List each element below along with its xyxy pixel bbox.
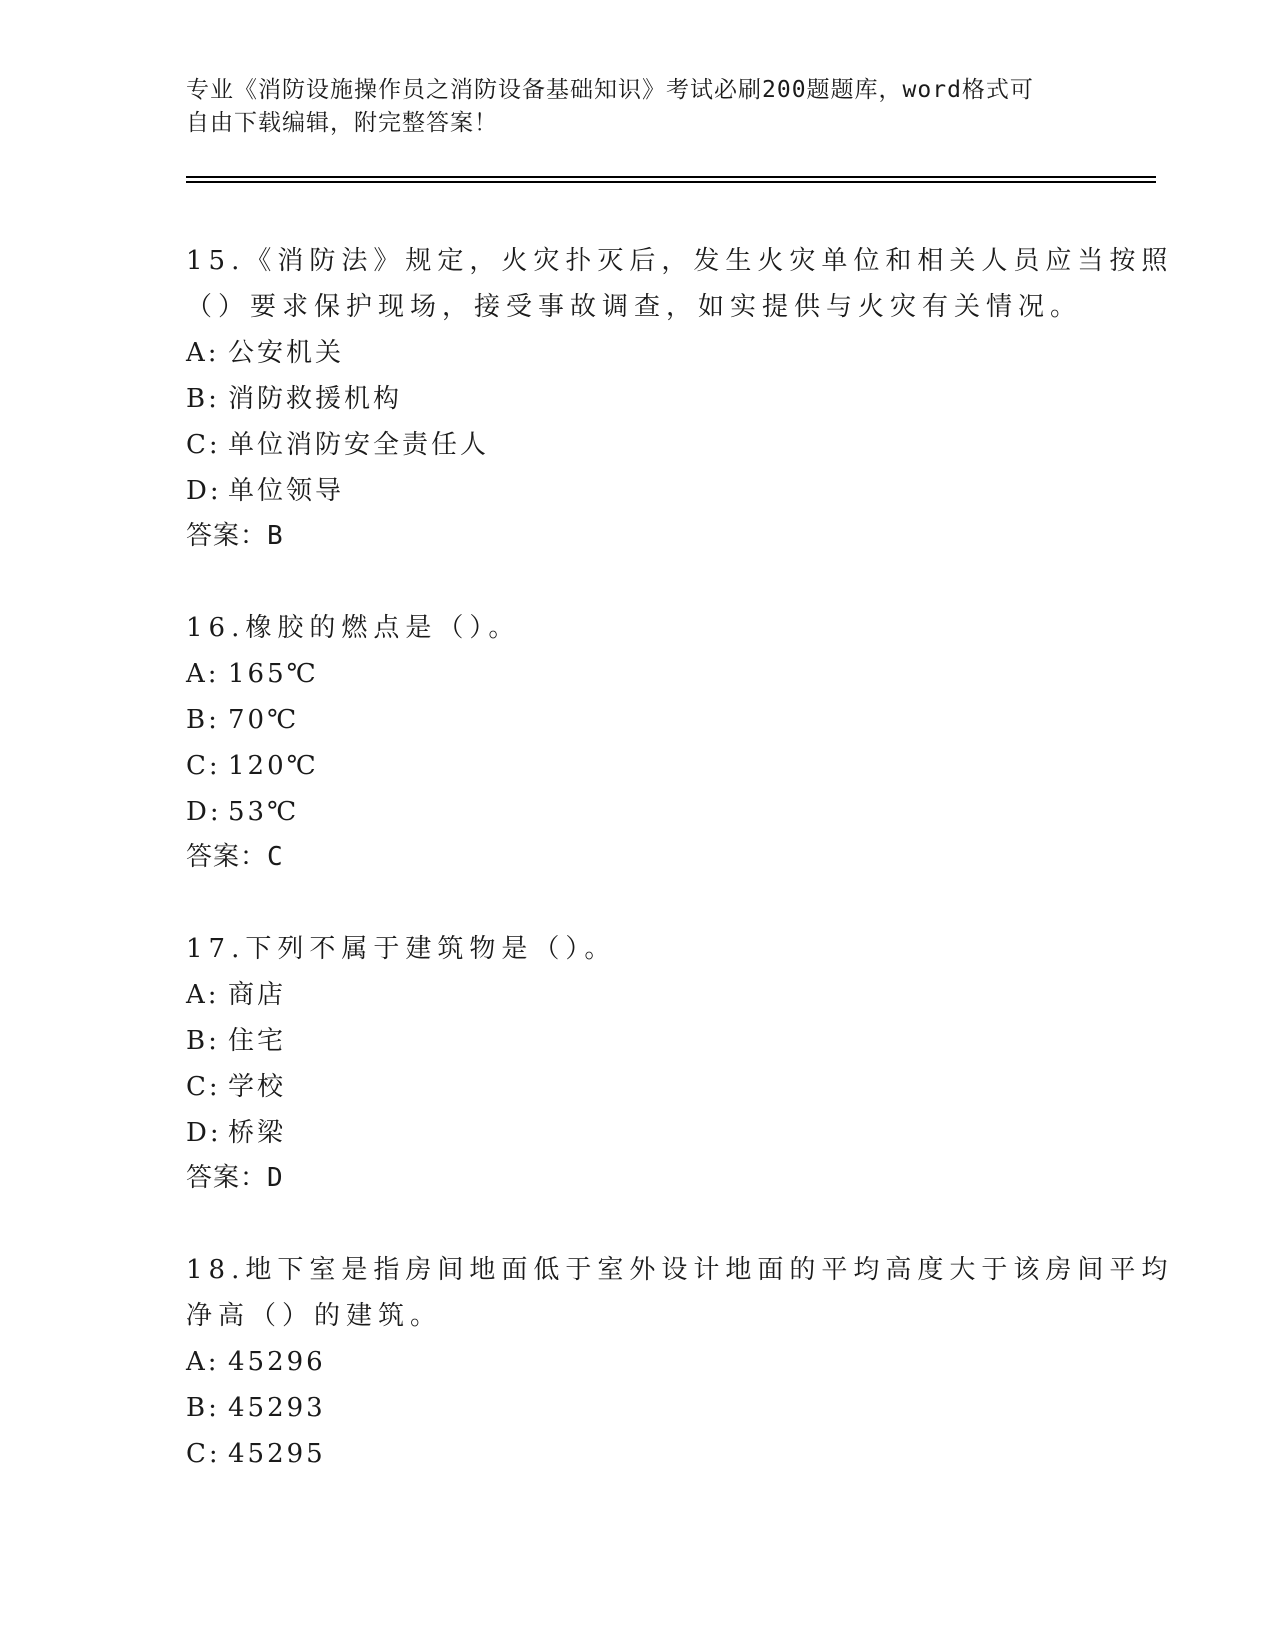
answer-option [186,789,1086,835]
question-stem-line: （）要求保护现场，接受事故调查，如实提供与火灾有关情况。 [186,292,1083,322]
answer-option [186,468,1086,514]
option-label: D: [186,1118,222,1148]
question-block [186,238,1174,558]
option-text: 学校 [228,1072,287,1102]
option-label: C: [186,430,221,460]
question-stem-line: 17.下列不属于建筑物是（）。 [186,934,617,964]
option-label: D: [186,476,222,506]
document-header [186,74,1076,140]
answer-option [186,743,1086,789]
question-stem [186,1247,1174,1339]
question-stem [186,926,1086,972]
option-text: 住宅 [228,1026,287,1056]
answer-option [186,697,1086,743]
answer-option [186,422,1086,468]
answer-option [186,1110,1086,1156]
option-text: 70℃ [228,705,300,735]
option-label: A: [186,659,220,689]
answer-option [186,330,1086,376]
question-stem [186,238,1174,330]
option-label: B: [186,384,220,414]
header-line-2: 自由下载编辑，附完整答案！ [186,110,498,136]
answer-option [186,1385,1086,1431]
question-stem [186,605,1086,651]
option-text: 165℃ [228,659,319,689]
option-label: A: [186,338,220,368]
option-label: A: [186,1347,220,1377]
option-label: B: [186,705,220,735]
header-line-1: 专业《消防设施操作员之消防设备基础知识》考试必刷200题题库，word格式可 [186,77,1034,103]
answer-option [186,1431,1086,1477]
option-label: B: [186,1393,220,1423]
option-text: 消防救援机构 [228,384,403,414]
answer-option [186,1339,1086,1385]
option-label: A: [186,980,220,1010]
option-text: 120℃ [228,751,319,781]
question-block [186,1247,1174,1477]
answer-key: 答案：C [186,842,284,872]
option-text: 45296 [228,1347,326,1377]
option-text: 53℃ [228,797,300,827]
question-stem-line: 18.地下室是指房间地面低于室外设计地面的平均高度大于该房间平均 [186,1255,1174,1285]
answer-option [186,1018,1086,1064]
option-label: C: [186,1439,221,1469]
answer-option [186,651,1086,697]
option-label: B: [186,1026,220,1056]
question-block [186,926,1086,1200]
header-divider-top [186,176,1156,178]
option-label: D: [186,797,222,827]
option-text: 单位消防安全责任人 [228,430,490,460]
answer-key: 答案：D [186,1163,284,1193]
answer-option [186,972,1086,1018]
option-text: 单位领导 [228,476,345,506]
option-text: 45293 [228,1393,326,1423]
option-text: 公安机关 [228,338,345,368]
question-block [186,605,1086,879]
header-divider-bottom [186,181,1156,183]
option-text: 桥梁 [228,1118,287,1148]
answer-option [186,1064,1086,1110]
option-label: C: [186,751,221,781]
answer-key: 答案：B [186,521,284,551]
question-stem-line: 15.《消防法》规定，火灾扑灭后，发生火灾单位和相关人员应当按照 [186,246,1174,276]
question-stem-line: 16.橡胶的燃点是（）。 [186,613,521,643]
question-list [186,238,1174,1524]
option-text: 45295 [228,1439,326,1469]
option-text: 商店 [228,980,287,1010]
question-stem-line: 净高（）的建筑。 [186,1301,443,1331]
answer-option [186,376,1086,422]
option-label: C: [186,1072,221,1102]
